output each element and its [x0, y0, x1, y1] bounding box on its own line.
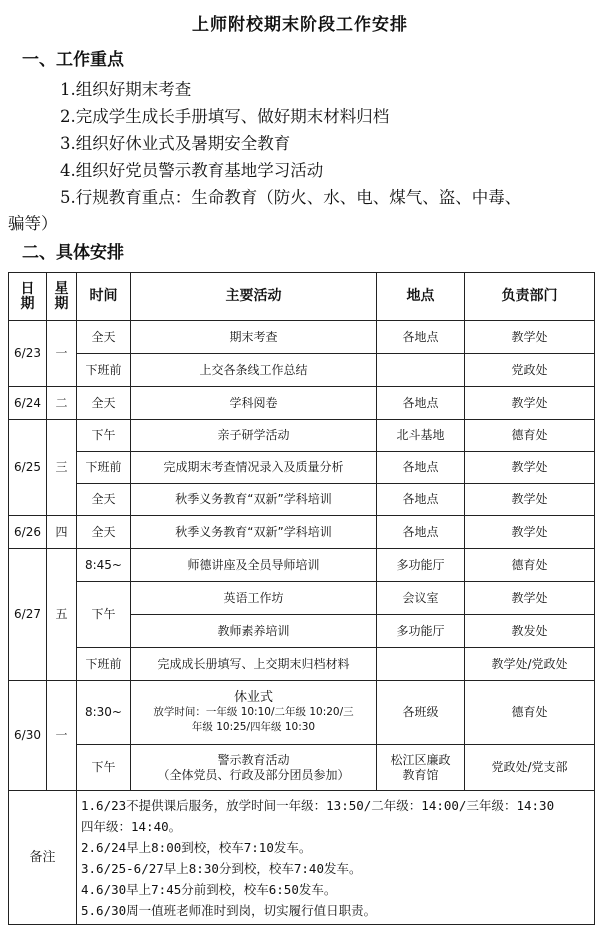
weekday-cell: 五: [47, 549, 77, 681]
time-cell: 8:30~: [77, 681, 131, 745]
activity-cell: 上交各条线工作总结: [131, 354, 377, 387]
header-date: 日 期: [9, 273, 47, 321]
activity-main: 休业式: [233, 690, 273, 705]
weekday-cell: 一: [47, 321, 77, 387]
table-row: [9, 484, 595, 516]
dept-cell: 党政处/党支部: [465, 745, 595, 791]
table-row: [9, 354, 595, 387]
header-place: 地点: [377, 273, 465, 321]
place-cell: 松江区廉政 教育馆: [377, 745, 465, 791]
date-cell: 6/23: [9, 321, 47, 387]
activity-cell: 秋季义务教育“双新”学科培训: [131, 484, 377, 516]
schedule-table: [8, 272, 595, 925]
place-cell: 各班级: [377, 681, 465, 745]
place-cell: 各地点: [377, 452, 465, 484]
activity-cell: 师德讲座及全员导师培训: [131, 549, 377, 582]
table-row: [9, 516, 595, 549]
header-row: [9, 273, 595, 321]
dept-cell: 教学处/党政处: [465, 648, 595, 681]
focus-item-4: 4.组织好党员警示教育基地学习活动: [60, 161, 324, 180]
activity-detail-2: 年级 10:25/四年级 10:30: [191, 721, 316, 733]
focus-item-2: 2.完成学生成长手册填写、做好期末材料归档: [60, 107, 390, 126]
table-row: [9, 745, 595, 791]
header-dept: 负责部门: [465, 273, 595, 321]
time-cell: 下午: [77, 420, 131, 452]
date-cell: 6/24: [9, 387, 47, 420]
time-cell: 全天: [77, 516, 131, 549]
place-cell: [377, 354, 465, 387]
dept-cell: 德育处: [465, 681, 595, 745]
place-cell: 各地点: [377, 484, 465, 516]
weekday-cell: 二: [47, 387, 77, 420]
table-row: [9, 648, 595, 681]
activity-main: 警示教育活动: [217, 752, 290, 767]
place-cell: [377, 648, 465, 681]
place-cell: 会议室: [377, 582, 465, 615]
place-cell: 各地点: [377, 387, 465, 420]
remark-line: 1.6/23不提供课后服务，放学时间一年级：13:50/二年级：14:00/三年级：14:30: [81, 797, 555, 813]
focus-item-1: 1.组织好期末考查: [60, 80, 192, 99]
weekday-cell: 三: [47, 420, 77, 516]
dept-cell: 教学处: [465, 387, 595, 420]
header-weekday: 星 期: [47, 273, 77, 321]
focus-item-5: 5.行规教育重点：生命教育（防火、水、电、煤气、盗、中毒、: [60, 188, 522, 207]
focus-item-3: 3.组织好休业式及暑期安全教育: [60, 134, 291, 153]
place-cell: 各地点: [377, 321, 465, 354]
date-cell: 6/25: [9, 420, 47, 516]
table-row: [9, 681, 595, 745]
activity-detail-1: 放学时间：一年级 10:10/二年级 10:20/三: [153, 706, 354, 718]
activity-cell: 学科阅卷: [131, 387, 377, 420]
remark-line: 3.6/25-6/27早上8:30分到校，校车7:40发车。: [81, 860, 362, 876]
focus-item-5-continued: 骗等）: [8, 214, 58, 233]
time-cell: 下午: [77, 582, 131, 648]
remark-line: 2.6/24早上8:00到校，校车7:10发车。: [81, 839, 312, 855]
header-activity: 主要活动: [131, 273, 377, 321]
time-cell: 全天: [77, 321, 131, 354]
remark-line: 4.6/30早上7:45分前到校，校车6:50发车。: [81, 881, 337, 897]
table-row: [9, 387, 595, 420]
section-1-heading: 一、工作重点: [22, 50, 124, 70]
activity-cell: 亲子研学活动: [131, 420, 377, 452]
dept-cell: 教学处: [465, 516, 595, 549]
time-cell: 全天: [77, 484, 131, 516]
activity-detail-1: （全体党员、行政及部分团员参加）: [157, 767, 350, 782]
page-title: 上师附校期末阶段工作安排: [192, 15, 408, 35]
dept-cell: 教发处: [465, 615, 595, 648]
remark-line: 5.6/30周一值班老师准时到岗，切实履行值日职责。: [81, 902, 377, 918]
weekday-cell: 四: [47, 516, 77, 549]
time-cell: 下班前: [77, 354, 131, 387]
date-cell: 6/26: [9, 516, 47, 549]
activity-cell: 期末考查: [131, 321, 377, 354]
section-2-heading: 二、具体安排: [22, 243, 124, 263]
time-cell: 下班前: [77, 648, 131, 681]
date-cell: 6/30: [9, 681, 47, 791]
remarks-label: 备注: [9, 791, 77, 925]
activity-cell: 英语工作坊: [131, 582, 377, 615]
remarks-row: [9, 791, 595, 925]
table-row: [9, 582, 595, 615]
dept-cell: 党政处: [465, 354, 595, 387]
place-cell: 北斗基地: [377, 420, 465, 452]
weekday-cell: 一: [47, 681, 77, 791]
dept-cell: 教学处: [465, 582, 595, 615]
remarks-content: [77, 791, 595, 925]
time-cell: 下班前: [77, 452, 131, 484]
place-cell: 多功能厅: [377, 549, 465, 582]
time-cell: 下午: [77, 745, 131, 791]
activity-cell: 完成成长册填写、上交期末归档材料: [131, 648, 377, 681]
dept-cell: 教学处: [465, 321, 595, 354]
table-row: [9, 549, 595, 582]
dept-cell: 教学处: [465, 452, 595, 484]
header-time: 时间: [77, 273, 131, 321]
activity-cell: [131, 745, 377, 791]
place-cell: 各地点: [377, 516, 465, 549]
time-cell: 全天: [77, 387, 131, 420]
activity-cell: 秋季义务教育“双新”学科培训: [131, 516, 377, 549]
dept-cell: 德育处: [465, 420, 595, 452]
time-cell: 8:45~: [77, 549, 131, 582]
table-row: [9, 420, 595, 452]
place-cell: 多功能厅: [377, 615, 465, 648]
date-cell: 6/27: [9, 549, 47, 681]
activity-cell: 教师素养培训: [131, 615, 377, 648]
remark-line: 四年级：14:40。: [81, 818, 182, 834]
table-row: [9, 452, 595, 484]
activity-cell: [131, 681, 377, 745]
dept-cell: 教学处: [465, 484, 595, 516]
activity-cell: 完成期末考查情况录入及质量分析: [131, 452, 377, 484]
dept-cell: 德育处: [465, 549, 595, 582]
table-row: [9, 321, 595, 354]
